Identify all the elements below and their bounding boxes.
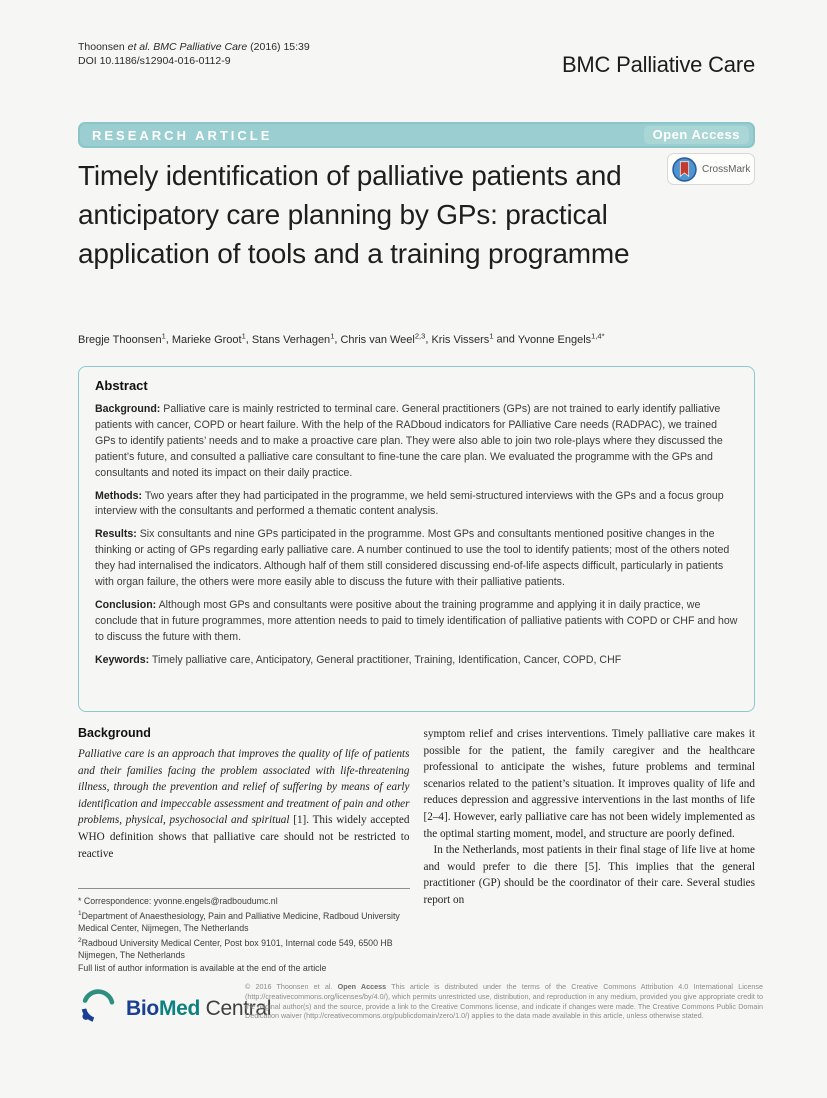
- abstract-conclusion: Conclusion: Although most GPs and consultants were positive about the training programme and applying it in daily practice, we conclude that in future programmes, more attention needs to paid to timely identification of palliative patients with COPD or CHF and how to discuss the future with them.: [95, 598, 738, 643]
- affiliation-list: [78, 908, 410, 962]
- biomed-central-logo: [78, 986, 272, 1031]
- research-article-label: RESEARCH ARTICLE: [92, 127, 273, 143]
- author-info-note: Full list of author information is available at the end of the article: [78, 962, 327, 973]
- doi-line: DOI 10.1186/s12904-016-0112-9: [78, 55, 231, 67]
- biomed-central-icon: [78, 986, 118, 1031]
- author: Stans Verhagen$^1$: [251, 331, 335, 346]
- author-list: Bregje Thoonsen$^1$, Marieke Groot$^1$, Stans Verhagen$^1$, Chris van Weel$^{2,3}$, Kris Vissers$^1$ and Yvonne Engels$^{1,4*}$: [78, 331, 605, 346]
- publisher-footer: [78, 982, 763, 1031]
- crossmark-label: CrossMark: [702, 163, 751, 175]
- article-type-banner: [78, 122, 755, 148]
- affiliation-line: $^1$Department of Anaesthesiology, Pain and Palliative Medicine, Radboud University Medical Center, Nijmegen, The Netherlands: [78, 909, 400, 934]
- abstract-methods: Methods: Two years after they had participated in the programme, we held semi-structured interviews with the GPs and a focus group interview with the consultants and performed a thematic content analysis.: [95, 489, 724, 518]
- body-columns: [78, 726, 755, 909]
- footnote-block: [78, 888, 410, 974]
- body-paragraph-1: symptom relief and crises interventions. Timely palliative care makes it possible for the patient, the family caregiver and the healthcare professional to anticipate the wishes, future problems and terminal scenarios related to the patient’s situation. It improves quality of life and reduces depression and aggressive interventions in the last months of life [2–4]. However, early palliative care has not been widely implemented as the optimal starting moment, model, and structure are poorly defined.: [423, 728, 755, 840]
- background-heading: Background: [78, 726, 151, 740]
- copyright-text: © 2016 Thoonsen et al. Open Access This article is distributed under the terms of the Creative Commons Attribution 4.0 International License (http://creativecommons.org/licenses/by/4.0/), which permits unrestricted use, distribution, and reproduction in any medium, provided you give appropriate credit to the original author(s) and the source, provide a link to the Creative Commons license, and indicate if changes were made. The Creative Commons Public Domain Dedication waiver (http://creativecommons.org/publicdomain/zero/1.0/) applies to the data made available in this article, unless otherwise stated.: [245, 982, 763, 1021]
- body-paragraph-2: In the Netherlands, most patients in their final stage of life live at home and would prefer to die there [5]. This implies that the general practitioner (GP) should be the coordinator of their care. Several studies report on: [423, 844, 755, 906]
- correspondence-line: * Correspondence: yvonne.engels@radboudumc.nl: [78, 896, 278, 906]
- background-paragraph: Palliative care is an approach that improves the quality of life of patients and their families facing the problem associated with life-threatening illness, through the prevention and relief of suffering by means of early identification and impeccable assessment and treatment of pain and other problems, physical, psychosocial and spiritual [1]. This widely accepted WHO definition shows that palliative care should not be restricted to reactive: [78, 748, 410, 860]
- author: Kris Vissers$^1$: [431, 331, 494, 346]
- author: Chris van Weel$^{2,3}$: [340, 331, 426, 346]
- affiliation-line: $^2$Radboud University Medical Center, Post box 9101, Internal code 549, 6500 HB Nijmegen, The Netherlands: [78, 936, 393, 961]
- abstract-results: Results: Six consultants and nine GPs participated in the programme. Most GPs and consultants mentioned positive changes in the thinking or acting of GPs regarding early palliative care. A number continued to use the tool to identify patients; most of the others noted they had internalised the indicators. Although half of them still considered discussing end-of-life aspects difficult, particularly in patients with organ failure, the others were more easily able to discuss the future with their palliative patients.: [95, 528, 730, 589]
- right-column: [424, 726, 756, 909]
- author: Marieke Groot$^1$: [171, 331, 246, 346]
- abstract-heading: Abstract: [95, 378, 148, 393]
- correspondence-email[interactable]: yvonne.engels@radboudumc.nl: [153, 896, 278, 906]
- abstract-background: Background: Palliative care is mainly restricted to terminal care. General practitioners (GPs) are not trained to early identify palliative patients with cancer, COPD or heart failure. With the help of the RADboud indicators for PAlliative Care needs (RADPAC), we trained GPs to identify patients’ needs and to make a proactive care plan. They were also able to join two role-plays where they discussed the patient’s future, and consulted a palliative care consultant to fine-tune the care plan. We evaluated the programme with the GPs and consultants and noted its impact on their daily practice.: [95, 403, 723, 479]
- article-title: Timely identification of palliative patients and anticipatory care planning by GPs: practical application of tools and a training programme: [78, 160, 630, 269]
- author: Yvonne Engels$^{1,4*}$: [517, 331, 605, 346]
- author: Bregje Thoonsen$^1$: [78, 331, 166, 346]
- left-column: [78, 726, 410, 909]
- citation-block: [78, 40, 310, 68]
- abstract-box: [78, 366, 755, 712]
- crossmark-badge[interactable]: [667, 153, 755, 185]
- citation-line: Thoonsen et al. BMC Palliative Care (2016) 15:39: [78, 41, 310, 53]
- biomed-central-wordmark: BioMed Central: [126, 996, 272, 1020]
- open-access-badge: Open Access: [644, 126, 749, 144]
- journal-name: BMC Palliative Care: [561, 52, 755, 77]
- abstract-keywords: Keywords: Timely palliative care, Anticipatory, General practitioner, Training, Identification, Cancer, COPD, CHF: [95, 653, 622, 666]
